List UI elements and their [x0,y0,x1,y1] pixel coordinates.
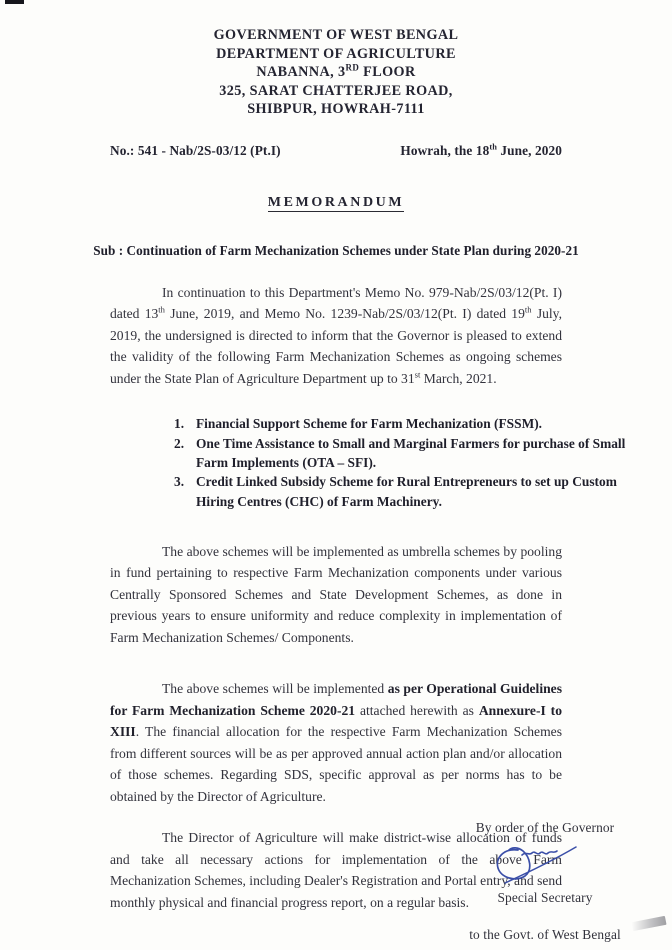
subject-line: Sub : Continuation of Farm Mechanization Schemes under State Plan during 2020-21 [93,242,579,258]
para3-segment-3: . The financial allocation for the respective Farm Mechanization Schemes from different sources will be as per approved annual action plan and/or allocation of those schemes. Regarding SDS, specific approval as per norms has to be obtained by the Director of Agriculture. [110,724,562,804]
para1-segment-1: In continuation to this Department's Memo No. 979-Nab/2S/03/12(Pt. I) dated 13 [110,284,562,322]
schemes-list [0,414,672,510]
signature-ink-icon [482,838,612,890]
date-ordinal-suffix: th [489,142,497,152]
para3-bold-guidelines: as per Operational Guidelines for Farm Mechanization Scheme 2020-21 [110,681,562,718]
para3-segment-1: The above schemes will be implemented [162,681,388,697]
letterhead-floor-ordinal: RD [345,62,360,73]
para1-ordinal-3: st [414,369,421,380]
place-date-suffix: June, 2020 [496,142,562,158]
letterhead-line-street: 325, SARAT CHATTERJEE ROAD, [219,82,453,99]
place-and-date [400,143,562,159]
para1-ordinal-2: th [524,304,532,315]
memorandum-title [0,195,672,211]
handwritten-signature [430,838,660,890]
paragraph-operational-guidelines [110,678,562,807]
paragraph-director-actions: The Director of Agriculture will make district-wise allocation of funds and take all necessary actions for implementation of the above Farm Mechanization Schemes, including Dealer's Registration and Portal entry, and send monthly physical and financial progress report, on a regular basis. [110,830,562,910]
reference-line [0,143,672,159]
by-order-of-governor-text: By order of the Governor [475,820,615,835]
paragraph-continuation [110,282,562,390]
letterhead-line-government: GOVERNMENT OF WEST BENGAL [213,27,459,43]
document-body [0,282,672,390]
para3-segment-2: attached herewith as [355,702,479,718]
signatory-designation: Special Secretary [497,890,593,905]
letterhead-line-department: DEPARTMENT OF AGRICULTURE [216,45,456,62]
letterhead-line-city: SHIBPUR, HOWRAH-7111 [247,101,425,118]
para1-ordinal-1: th [158,304,165,315]
memorandum-title-text: MEMORANDUM [267,194,405,210]
letterhead-floor-text: FLOOR [363,64,416,81]
place-date-prefix: Howrah, the 18 [400,142,490,158]
para1-segment-2: June, 2019, and Memo No. 1239-Nab/2S/03/12(Pt. I) dated 19 [164,306,525,322]
letterhead [0,26,672,119]
scheme-item-1: Financial Support Scheme for Farm Mechanization (FSSM). [196,416,543,432]
signatory-government: to the Govt. of West Bengal [469,927,621,942]
para1-segment-4: March, 2021. [420,370,497,386]
letterhead-nabanna-text: NABANNA, 3 [256,64,346,81]
para1-segment-3: July, 2019, the undersigned is directed to inform that the Governor is pleased to extend the validity of the following Farm Mechanization Schemes as ongoing schemes under the State Plan of Agriculture Department up to 31 [110,306,562,386]
letterhead-line-building [0,63,672,82]
memo-number: No.: 541 - Nab/2S-03/12 (Pt.I) [110,142,281,158]
paragraph-umbrella-schemes: The above schemes will be implemented as umbrella schemes by pooling in fund pertaining to respective Farm Mechanization components under various Centrally Sponsored Schemes and State Development Schemes, as done in previous years to ensure uniformity and reduce complexity in implementation of Farm Mechanization Schemes/ Components. [110,543,562,645]
para3-bold-annexure: Annexure-I to XIII [110,702,562,740]
scheme-item-2: One Time Assistance to Small and Marginal Farmers for purchase of Small Farm Implements (OTA – SFI). [196,435,626,471]
scheme-item-3: Credit Linked Subsidy Scheme for Rural Entrepreneurs to set up Custom Hiring Centres (CHC) of Farm Machinery. [196,474,617,509]
signature-block [430,820,660,943]
